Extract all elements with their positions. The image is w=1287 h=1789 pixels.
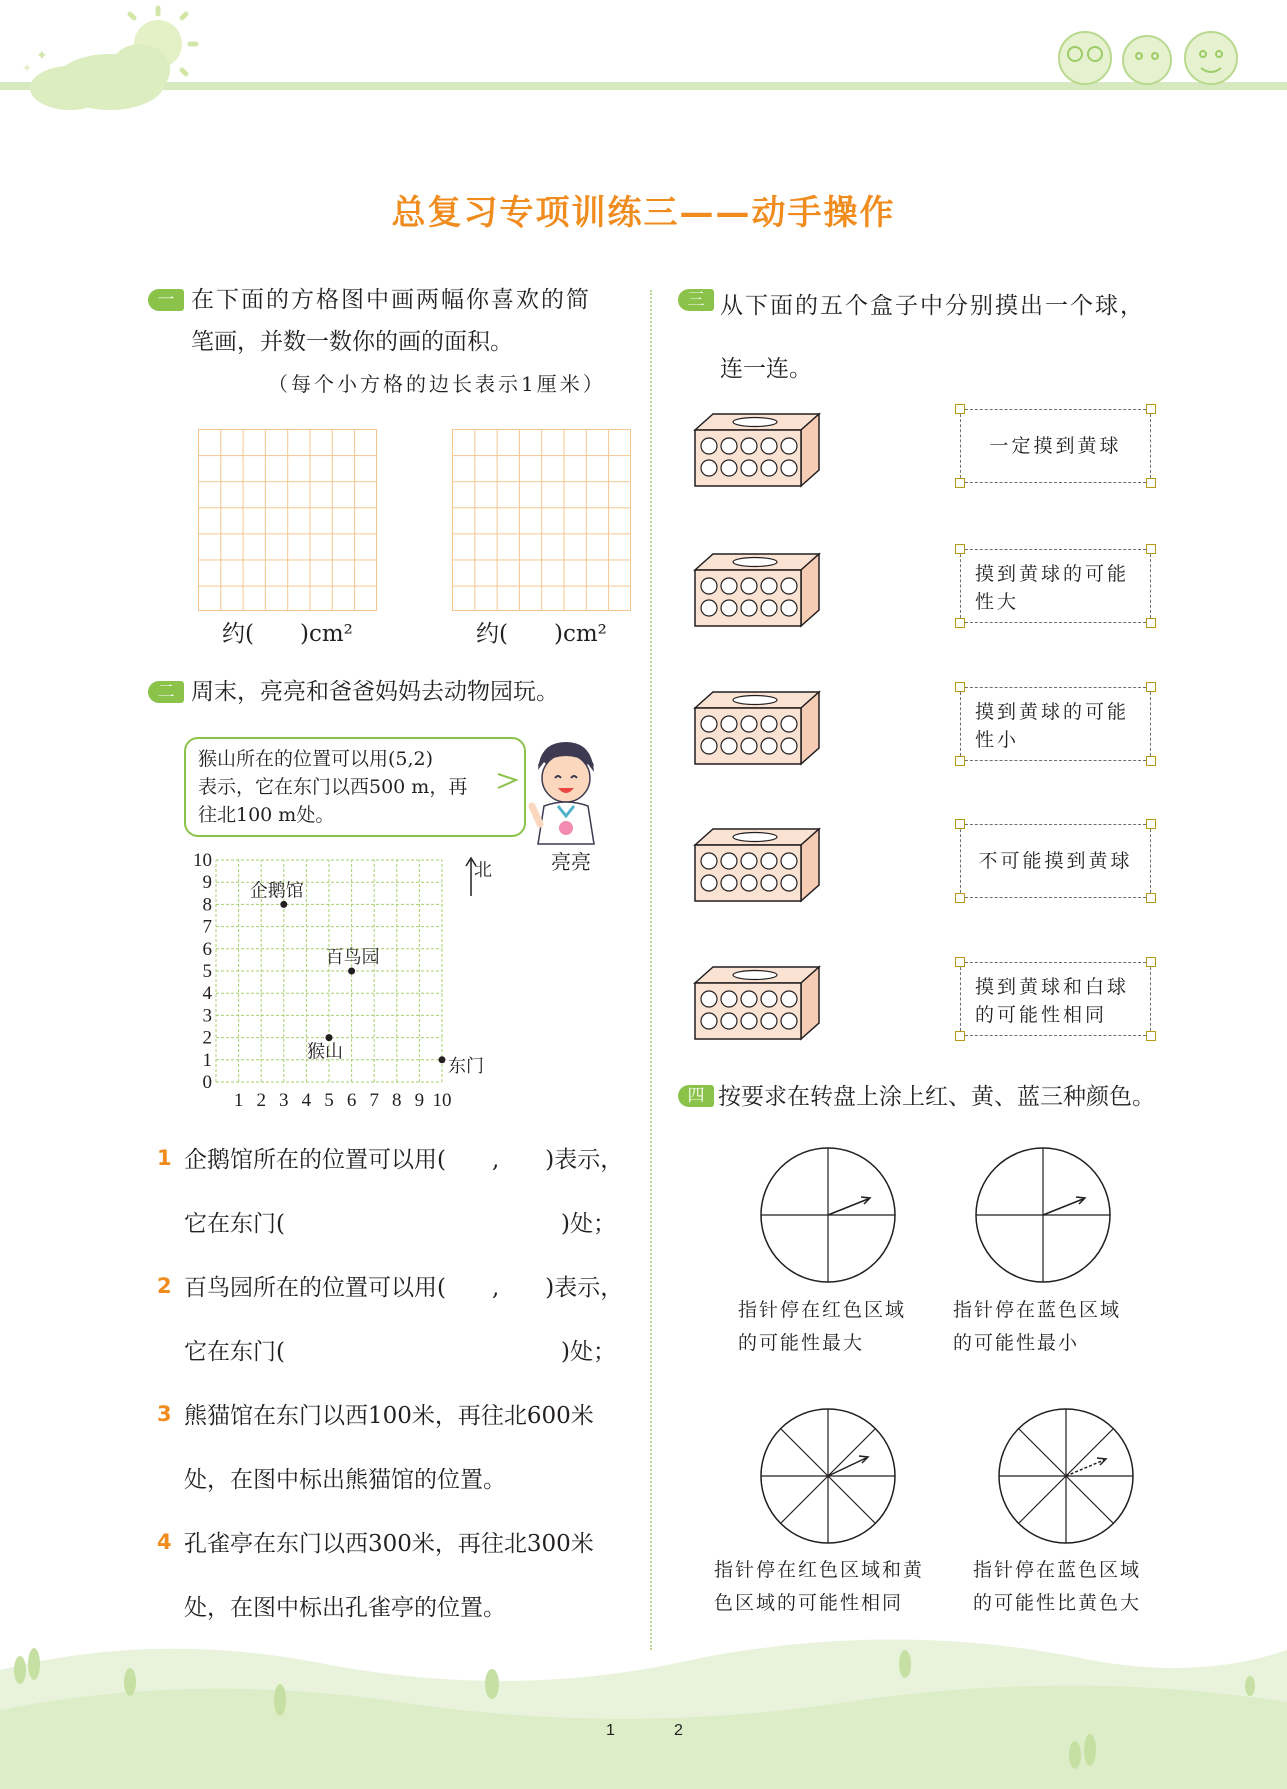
card-corner-handle bbox=[955, 819, 965, 829]
y-tick-label: 1 bbox=[202, 1049, 212, 1071]
card-corner-handle bbox=[955, 957, 965, 967]
y-tick-label: 8 bbox=[202, 894, 212, 916]
card-corner-handle bbox=[955, 478, 965, 488]
coordinate-map bbox=[180, 846, 510, 1106]
x-tick-label: 3 bbox=[279, 1090, 289, 1106]
x-tick-label: 9 bbox=[414, 1090, 425, 1106]
section4-intro: 按要求在转盘上涂上红、黄、蓝三种颜色。 bbox=[718, 1084, 1155, 1110]
north-label: 北 bbox=[474, 860, 492, 881]
option-card-1-line-1: 一定摸到黄球 bbox=[989, 435, 1122, 457]
map-place-label: 企鹅馆 bbox=[249, 880, 304, 902]
q4-line-a: 孔雀亭在东门以西300米，再往北300米 bbox=[184, 1531, 594, 1557]
ball-box-icon bbox=[693, 412, 823, 492]
card-corner-handle bbox=[955, 756, 965, 766]
page-title: 总复习专项训练三——动手操作 bbox=[391, 193, 896, 233]
speech-bubble bbox=[184, 737, 526, 837]
y-tick-label: 5 bbox=[202, 961, 212, 982]
x-tick-label: 4 bbox=[301, 1090, 312, 1106]
section1-line2: 笔画，并数一数你的画的面积。 bbox=[191, 329, 513, 355]
card-corner-handle bbox=[1146, 957, 1156, 967]
area-answer-2[interactable]: 约( )cm² bbox=[476, 621, 607, 647]
cloud-sun-decoration bbox=[0, 0, 200, 120]
map-point bbox=[439, 1056, 446, 1063]
option-card-5-line-2: 的可能性相同 bbox=[975, 1004, 1108, 1026]
x-tick-label: 7 bbox=[369, 1090, 379, 1106]
card-corner-handle bbox=[955, 682, 965, 692]
q4-line-b: 处，在图中标出孔雀亭的位置。 bbox=[184, 1595, 506, 1621]
map-place-label: 东门 bbox=[448, 1055, 484, 1077]
y-tick-label: 9 bbox=[202, 872, 212, 894]
q3-line-a: 熊猫馆在东门以西100米，再往北600米 bbox=[184, 1403, 594, 1429]
option-card-1[interactable] bbox=[960, 409, 1151, 483]
svg-text:✦: ✦ bbox=[36, 48, 48, 64]
spinner-8-sectors-b[interactable] bbox=[993, 1406, 1143, 1546]
card-corner-handle bbox=[955, 544, 965, 554]
spinner-caption-1-line-1: 指针停在红色区域 bbox=[738, 1299, 907, 1321]
card-corner-handle bbox=[955, 1031, 965, 1041]
y-tick-label: 6 bbox=[202, 938, 212, 960]
animal-faces-decoration bbox=[1055, 18, 1255, 90]
option-card-4-line-1: 不可能摸到黄球 bbox=[978, 850, 1133, 872]
q2-line-a[interactable]: 百鸟园所在的位置可以用( , )表示， bbox=[184, 1275, 624, 1301]
card-corner-handle bbox=[1146, 478, 1156, 488]
spinner-caption-2 bbox=[953, 1294, 1121, 1360]
card-corner-handle bbox=[1146, 893, 1156, 903]
q2-number: 2 bbox=[157, 1274, 172, 1298]
y-tick-label: 2 bbox=[202, 1027, 212, 1049]
drawing-grid-1[interactable] bbox=[198, 429, 377, 611]
card-corner-handle bbox=[1146, 544, 1156, 554]
speech-line-2: 表示，它在东门以西500 m，再 bbox=[198, 776, 468, 798]
option-card-3-line-2: 性小 bbox=[975, 729, 1020, 751]
q3-line-b: 处，在图中标出熊猫馆的位置。 bbox=[184, 1467, 506, 1493]
section1-line1: 在下面的方格图中画两幅你喜欢的简 bbox=[191, 287, 591, 313]
card-corner-handle bbox=[1146, 618, 1156, 628]
q1-line-b[interactable]: 它在东门( )处； bbox=[184, 1211, 616, 1237]
area-answer-1[interactable]: 约( )cm² bbox=[222, 621, 353, 647]
column-divider bbox=[650, 290, 652, 1650]
map-place-label: 猴山 bbox=[307, 1041, 343, 1063]
option-card-3-line-1: 摸到黄球的可能 bbox=[975, 701, 1130, 723]
y-tick-label: 10 bbox=[193, 850, 212, 871]
section1-note: （每个小方格的边长表示1厘米） bbox=[268, 372, 606, 396]
card-corner-handle bbox=[1146, 1031, 1156, 1041]
section2-intro: 周末，亮亮和爸爸妈妈去动物园玩。 bbox=[191, 679, 559, 705]
footer-hills-decoration bbox=[0, 1610, 1287, 1789]
option-card-5[interactable] bbox=[960, 962, 1151, 1036]
ball-box-icon bbox=[693, 690, 823, 770]
speech-tail bbox=[496, 772, 518, 792]
spinner-caption-4-line-2: 的可能性比黄色大 bbox=[973, 1592, 1142, 1614]
card-corner-handle bbox=[955, 404, 965, 414]
q3-number: 3 bbox=[157, 1402, 172, 1426]
page-number-left: 1 bbox=[606, 1722, 615, 1739]
ball-box-icon bbox=[693, 965, 823, 1045]
card-corner-handle bbox=[1146, 756, 1156, 766]
option-card-4[interactable] bbox=[960, 824, 1151, 898]
x-tick-label: 6 bbox=[346, 1090, 357, 1106]
drawing-grid-2[interactable] bbox=[452, 429, 631, 611]
ball-box-icon bbox=[693, 827, 823, 907]
card-corner-handle bbox=[1146, 682, 1156, 692]
spinner-8-sectors-a[interactable] bbox=[755, 1406, 905, 1546]
character-name: 亮亮 bbox=[551, 850, 591, 874]
svg-text:✦: ✦ bbox=[22, 61, 33, 75]
q1-line-a[interactable]: 企鹅馆所在的位置可以用( , )表示， bbox=[184, 1147, 624, 1173]
x-tick-label: 2 bbox=[256, 1090, 266, 1106]
y-tick-label: 0 bbox=[202, 1072, 212, 1093]
option-card-5-line-1: 摸到黄球和白球 bbox=[975, 976, 1130, 998]
option-card-2-line-2: 性大 bbox=[975, 591, 1020, 613]
q4-number: 4 bbox=[157, 1530, 172, 1554]
spinner-caption-2-line-2: 的可能性最小 bbox=[953, 1332, 1080, 1354]
page-number-right: 2 bbox=[674, 1722, 683, 1739]
spinner-caption-1 bbox=[738, 1294, 906, 1360]
section3-line2: 连一连。 bbox=[720, 356, 812, 382]
spinner-caption-3-line-1: 指针停在红色区域和黄 bbox=[714, 1559, 925, 1581]
section-badge-3: 三 bbox=[678, 289, 714, 311]
speech-line-3: 往北100 m处。 bbox=[198, 804, 335, 826]
card-corner-handle bbox=[955, 618, 965, 628]
y-tick-label: 3 bbox=[202, 1005, 212, 1027]
map-point bbox=[280, 901, 287, 908]
y-tick-label: 7 bbox=[202, 916, 212, 938]
x-tick-label: 5 bbox=[324, 1090, 334, 1106]
x-tick-label: 1 bbox=[233, 1090, 244, 1106]
section-badge-1: 一 bbox=[148, 289, 184, 311]
option-card-2-line-1: 摸到黄球的可能 bbox=[975, 563, 1130, 585]
spinner-caption-1-line-2: 的可能性最大 bbox=[738, 1332, 865, 1354]
ball-box-icon bbox=[693, 552, 823, 632]
spinner-4-sectors-b[interactable] bbox=[970, 1145, 1120, 1285]
spinner-4-sectors[interactable] bbox=[755, 1145, 905, 1285]
section-badge-4: 四 bbox=[678, 1085, 714, 1107]
card-corner-handle bbox=[1146, 404, 1156, 414]
q1-number: 1 bbox=[157, 1146, 172, 1170]
spinner-caption-3-line-2: 色区域的可能性相同 bbox=[714, 1592, 904, 1614]
card-corner-handle bbox=[1146, 819, 1156, 829]
section-badge-2: 二 bbox=[148, 681, 184, 703]
map-point bbox=[326, 1034, 333, 1041]
spinner-caption-4-line-1: 指针停在蓝色区域 bbox=[973, 1559, 1142, 1581]
spinner-caption-2-line-1: 指针停在蓝色区域 bbox=[953, 1299, 1122, 1321]
y-tick-label: 4 bbox=[202, 983, 212, 1005]
x-tick-label: 8 bbox=[392, 1090, 402, 1106]
speech-line-1: 猴山所在的位置可以用(5,2) bbox=[198, 748, 434, 770]
boy-character-icon bbox=[518, 736, 608, 846]
map-point bbox=[348, 968, 355, 975]
section3-line1: 从下面的五个盒子中分别摸出一个球， bbox=[720, 293, 1145, 319]
x-tick-label: 10 bbox=[432, 1090, 452, 1106]
option-card-2[interactable] bbox=[960, 549, 1151, 623]
map-place-label: 百鸟园 bbox=[325, 947, 380, 968]
card-corner-handle bbox=[955, 893, 965, 903]
option-card-3[interactable] bbox=[960, 687, 1151, 761]
q2-line-b[interactable]: 它在东门( )处； bbox=[184, 1339, 616, 1365]
